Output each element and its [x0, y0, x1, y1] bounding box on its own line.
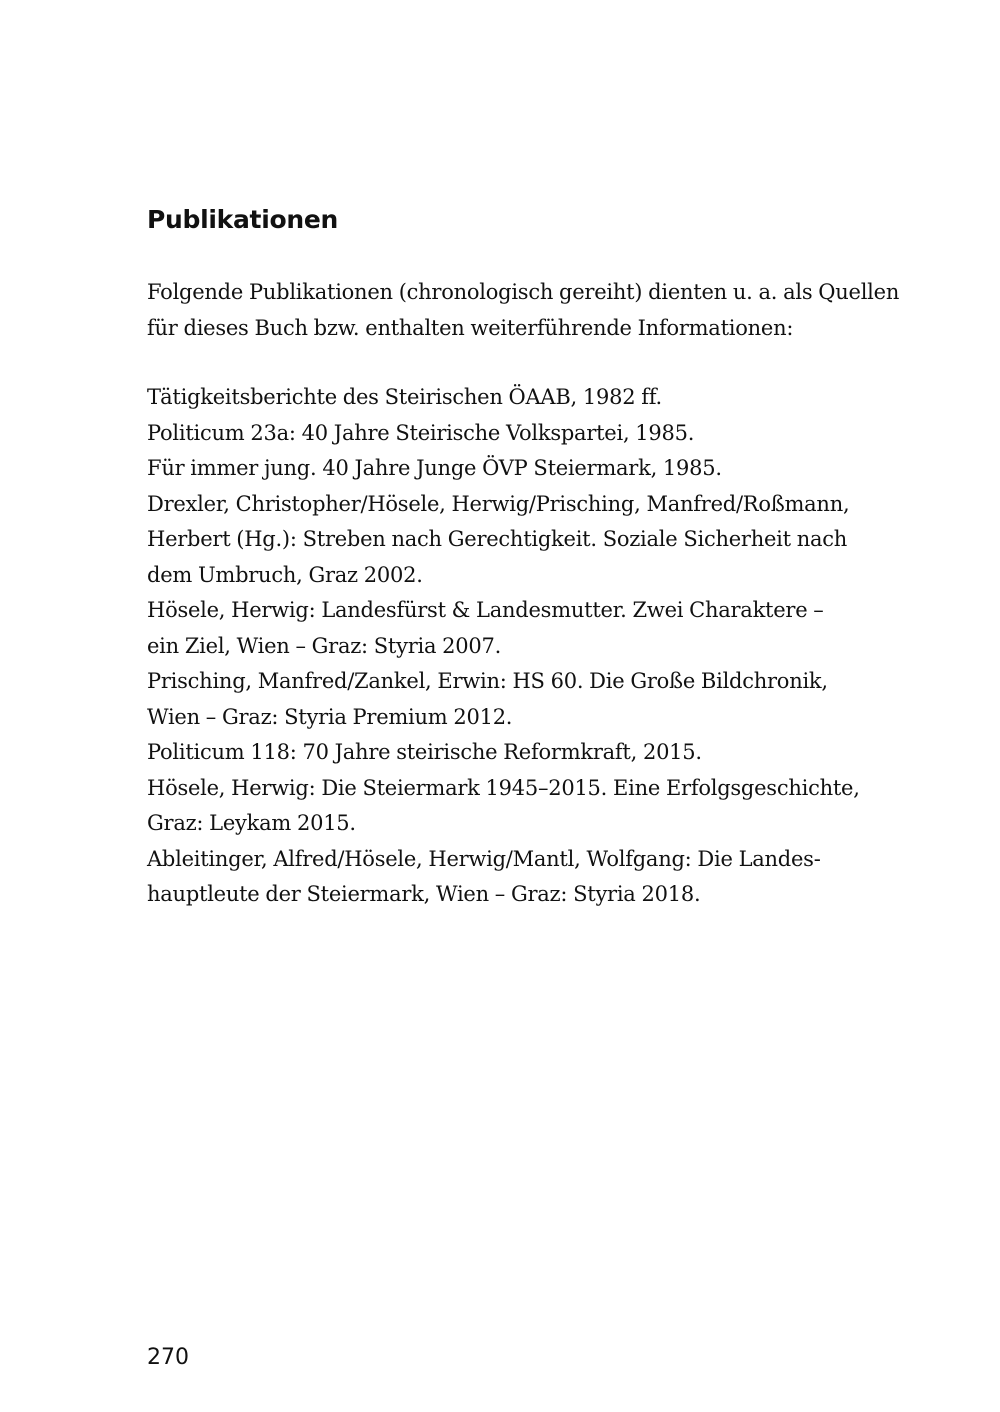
publication-line: Politicum 118: 70 Jahre steirische Reformkraft, 2015.: [147, 740, 702, 764]
publication-line: dem Umbruch, Graz 2002.: [147, 562, 423, 587]
publication-line: hauptleute der Steiermark, Wien – Graz: Styria 2018.: [147, 882, 701, 906]
publication-line: Herbert (Hg.): Streben nach Gerechtigkeit. Soziale Sicherheit nach: [147, 527, 848, 551]
intro-line: für dieses Buch bzw. enthalten weiterführende Informationen:: [147, 315, 794, 340]
section-heading: Publikationen: [147, 205, 338, 234]
publication-line: Wien – Graz: Styria Premium 2012.: [147, 704, 513, 729]
publication-line: ein Ziel, Wien – Graz: Styria 2007.: [147, 633, 502, 658]
publication-line: Politicum 23a: 40 Jahre Steirische Volkspartei, 1985.: [147, 420, 695, 445]
publication-line: Drexler, Christopher/Hösele, Herwig/Prisching, Manfred/Roßmann,: [147, 491, 850, 516]
intro-paragraph: [147, 275, 900, 346]
page-number: 270: [147, 1345, 189, 1370]
publication-line: Ableitinger, Alfred/Hösele, Herwig/Mantl, Wolfgang: Die Landes-: [147, 846, 821, 871]
publication-line: Prisching, Manfred/Zankel, Erwin: HS 60. Die Große Bildchronik,: [147, 669, 828, 693]
publication-line: Für immer jung. 40 Jahre Junge ÖVP Steiermark, 1985.: [147, 456, 722, 480]
publication-line: Graz: Leykam 2015.: [147, 811, 356, 835]
publication-line: Hösele, Herwig: Landesfürst & Landesmutter. Zwei Charaktere –: [147, 598, 824, 622]
intro-line: Folgende Publikationen (chronologisch gereiht) dienten u. a. als Quellen: [147, 280, 900, 304]
publication-line: Hösele, Herwig: Die Steiermark 1945–2015. Eine Erfolgsgeschichte,: [147, 775, 860, 800]
publication-line: Tätigkeitsberichte des Steirischen ÖAAB, 1982 ff.: [147, 385, 662, 409]
publication-list: [147, 380, 860, 913]
